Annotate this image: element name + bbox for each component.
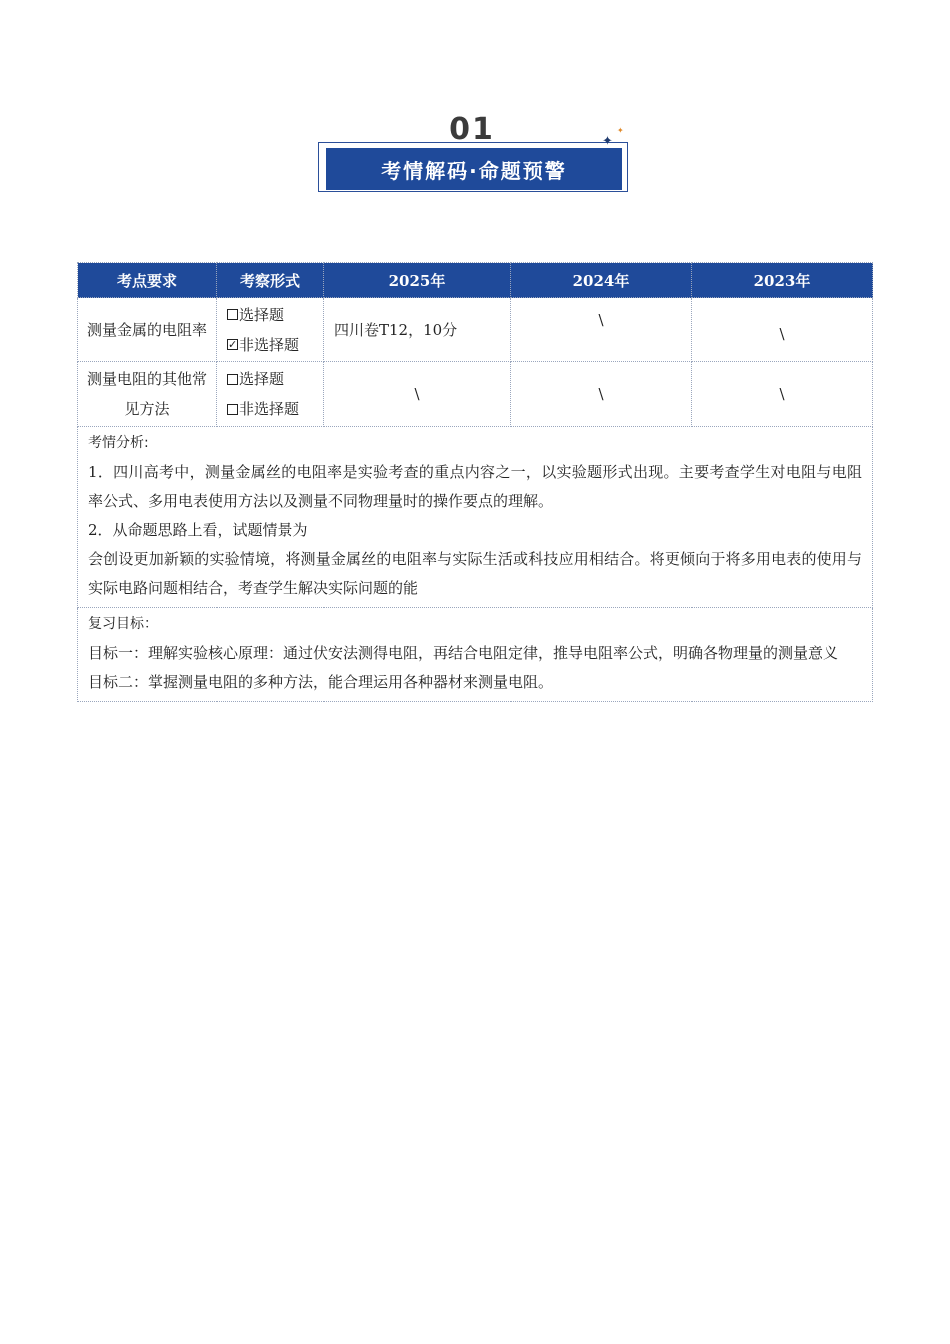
- option-non-choice: [227, 394, 323, 424]
- header-2023: 2023年: [692, 263, 873, 298]
- table-row: [78, 298, 873, 362]
- cell-2025: 四川卷T12，10分: [324, 298, 511, 362]
- option-label: 非选择题: [239, 335, 300, 354]
- option-choice: [227, 300, 323, 330]
- goals-title: 复习目标：: [88, 616, 158, 632]
- cell-2024: \: [511, 362, 692, 427]
- checkbox-empty-icon: [227, 404, 238, 415]
- header-2024: 2024年: [511, 263, 692, 298]
- analysis-paragraph-2: 2．从命题思路上看，试题情景为: [88, 521, 308, 539]
- cell-2024: \: [511, 298, 692, 362]
- analysis-cell: [78, 427, 873, 608]
- form-cell: [217, 362, 324, 427]
- analysis-paragraph-1: 1．四川高考中，测量金属丝的电阻率是实验考查的重点内容之一，以实验题形式出现。主要考查学生对电阻与电阻率公式、多用电表使用方法以及测量不同物理量时的操作要点的理解。: [88, 463, 862, 510]
- sparkle-icon: ✦: [602, 134, 613, 149]
- analysis-title: 考情分析:: [88, 435, 149, 451]
- section-title: 考情解码·命题预警: [326, 148, 622, 190]
- exam-analysis-table: [77, 262, 873, 702]
- header-form: 考察形式: [217, 263, 324, 298]
- goal-2: 目标二：掌握测量电阻的多种方法，能合理运用各种器材来测量电阻。: [88, 673, 554, 691]
- goal-1: 目标一：理解实验核心原理：通过伏安法测得电阻，再结合电阻定律，推导电阻率公式，明确各物理量的测量意义: [88, 644, 839, 662]
- section-header: [312, 110, 642, 200]
- header-2025: 2025年: [324, 263, 511, 298]
- option-label: 选择题: [239, 370, 285, 388]
- table-header-row: [78, 263, 873, 298]
- header-requirement: 考点要求: [78, 263, 217, 298]
- requirement-cell: 测量电阻的其他常见方法: [78, 362, 217, 427]
- checkbox-empty-icon: [227, 309, 238, 320]
- cell-2023: \: [692, 362, 873, 427]
- analysis-row: [78, 427, 873, 608]
- option-label: 选择题: [239, 305, 285, 324]
- option-non-choice: [227, 330, 323, 360]
- goals-row: [78, 608, 873, 702]
- requirement-cell: 测量金属的电阻率: [78, 298, 217, 362]
- analysis-paragraph-3: 会创设更加新颖的实验情境，将测量金属丝的电阻率与实际生活或科技应用相结合。将更倾向于将多用电表的使用与实际电路问题相结合，考查学生解决实际问题的能: [88, 550, 862, 597]
- cell-2023: \: [692, 298, 873, 362]
- checkbox-empty-icon: [227, 374, 238, 385]
- cell-2025: \: [324, 362, 511, 427]
- goals-cell: [78, 608, 873, 702]
- option-choice: [227, 364, 323, 394]
- table-row: [78, 362, 873, 427]
- sparkle-small-icon: ✦: [617, 126, 624, 135]
- section-number: 01: [449, 112, 495, 147]
- checkbox-checked-icon: ✓: [228, 338, 238, 351]
- form-cell: [217, 298, 324, 362]
- option-label: 非选择题: [239, 400, 300, 418]
